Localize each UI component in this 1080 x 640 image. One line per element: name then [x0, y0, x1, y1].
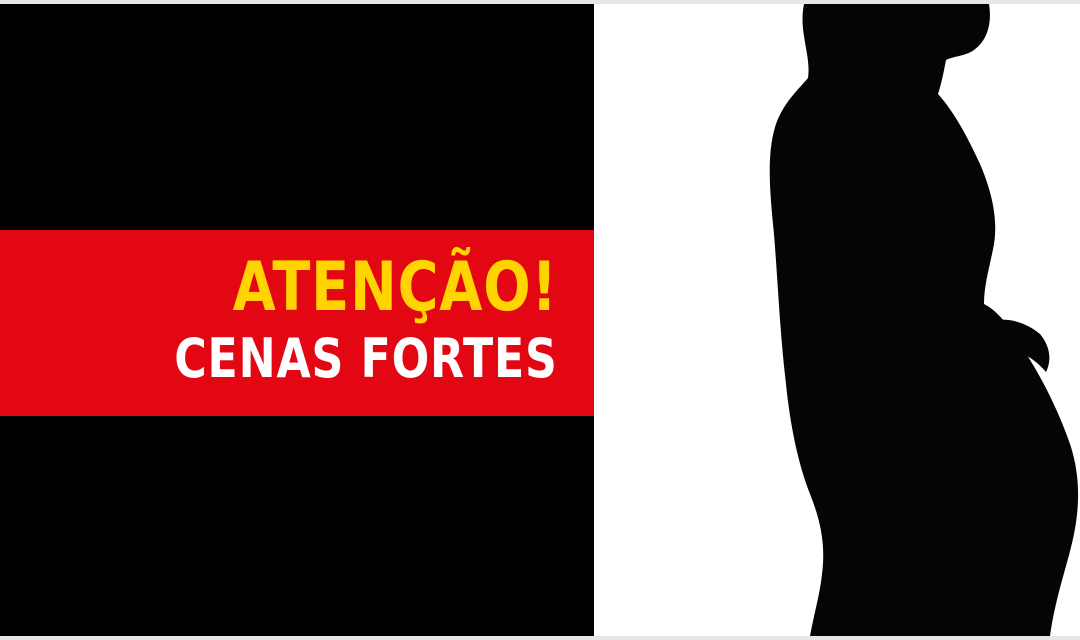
pregnant-woman-silhouette [594, 4, 1080, 636]
warning-text-block [90, 248, 558, 390]
warning-subtitle: CENAS FORTES [174, 327, 558, 390]
bottom-divider [0, 636, 1080, 640]
warning-title: ATENÇÃO! [232, 248, 558, 327]
warning-panel [0, 4, 594, 636]
silhouette-body [770, 4, 1078, 636]
photo-panel [594, 4, 1080, 636]
